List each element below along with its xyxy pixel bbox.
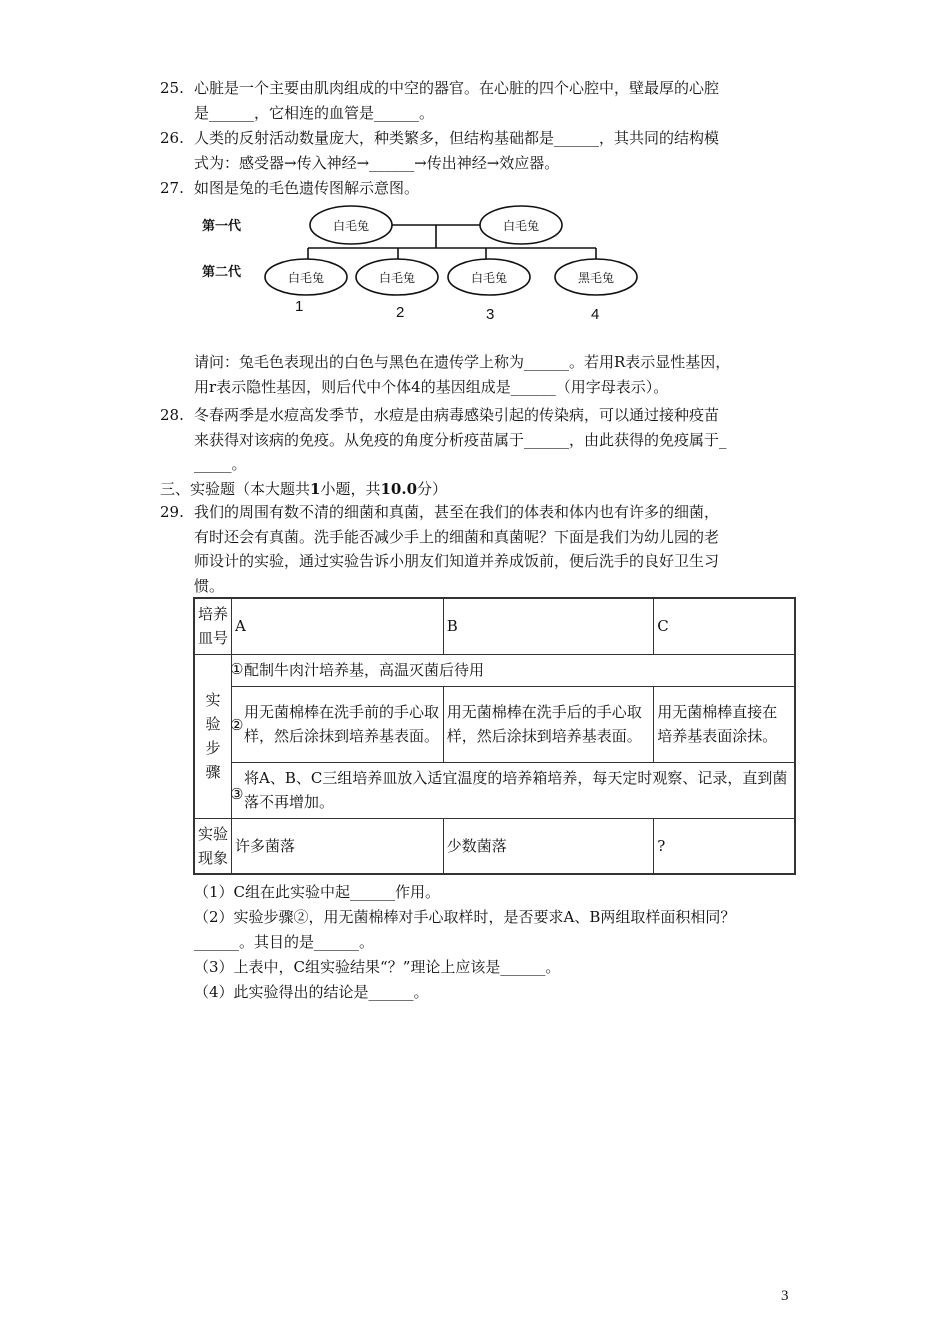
- offspring-number: 3: [486, 306, 495, 323]
- question-text: _____。: [194, 455, 247, 473]
- question-text: 我们的周围有数不清的细菌和真菌，甚至在我们的体表和体内也有许多的细菌，: [194, 503, 720, 521]
- step-2-marker: ②: [230, 716, 244, 734]
- step-2-a: 用无菌棉棒在洗手前的手心取样，然后涂抹到培养基表面。: [232, 686, 444, 762]
- question-text: 有时还会有真菌。洗手能否减少手上的细菌和真菌呢？下面是我们为幼儿园的老: [194, 527, 720, 546]
- section-score: 10.0: [380, 480, 418, 498]
- page-number: 3: [781, 1288, 789, 1304]
- generation-2-label: 第二代: [202, 265, 242, 280]
- step-2-b: 用无菌棉棒在洗手后的手心取样，然后涂抹到培养基表面。: [443, 686, 654, 762]
- question-number: 28.: [160, 406, 184, 424]
- offspring-label: 白毛兔: [287, 271, 324, 285]
- offspring-label: 白毛兔: [378, 271, 415, 285]
- question-text: 用r表示隐性基因，则后代中个体4的基因组成是______（用字母表示）。: [194, 377, 669, 396]
- step-3-marker: ③: [230, 785, 244, 803]
- experiment-table: [193, 597, 796, 875]
- question-text: 师设计的实验，通过实验告诉小朋友们知道并养成饭前，便后洗手的良好卫生习: [194, 552, 720, 570]
- header-b: B: [443, 598, 654, 654]
- result-b: 少数菌落: [443, 818, 654, 874]
- step-3: 将A、B、C三组培养皿放入适宜温度的培养箱培养，每天定时观察、记录，直到菌落不再增加。: [232, 762, 795, 818]
- subquestion: （1）C组在此实验中起______作用。: [194, 883, 441, 901]
- question-number: 26.: [160, 129, 184, 147]
- question-number: 25.: [160, 79, 184, 97]
- table-row: [194, 818, 795, 874]
- generation-1-label: 第一代: [202, 219, 242, 234]
- question-number: 27.: [160, 179, 184, 197]
- table-row: [194, 654, 795, 686]
- header-c: C: [654, 598, 795, 654]
- header-a: A: [232, 598, 444, 654]
- section-heading: 三、实验题（本大题共1小题，共10.0分）: [160, 480, 448, 498]
- table-row: [194, 686, 795, 762]
- subquestion: ______。其目的是______。: [194, 933, 375, 951]
- question-text: 人类的反射活动数量庞大，种类繁多，但结构基础都是______，其共同的结构模: [194, 129, 720, 147]
- result-label: 实验 现象: [194, 818, 232, 874]
- question-number: 29.: [160, 503, 184, 521]
- question-text: 冬春两季是水痘高发季节，水痘是由病毒感染引起的传染病，可以通过接种疫苗: [194, 406, 720, 424]
- inheritance-diagram: [196, 198, 676, 328]
- result-a: 许多菌落: [232, 818, 444, 874]
- diagram-lines: [196, 198, 676, 328]
- steps-label: 实 验 步 骤: [194, 654, 232, 818]
- subquestion: （3）上表中，C组实验结果“？”理论上应该是______。: [194, 958, 561, 976]
- step-2-c: 用无菌棉棒直接在培养基表面涂抹。: [654, 686, 795, 762]
- parent-label: 白毛兔: [332, 219, 369, 233]
- offspring-label: 白毛兔: [470, 271, 507, 285]
- offspring-number: 1: [295, 298, 304, 315]
- subquestion: （4）此实验得出的结论是______。: [194, 983, 429, 1001]
- question-text: 来获得对该病的免疫。从免疫的角度分析疫苗属于______，由此获得的免疫属于_: [194, 430, 727, 449]
- question-text: 惯。: [194, 576, 225, 595]
- result-c: ?: [654, 818, 795, 874]
- table-row: [194, 598, 795, 654]
- dish-header: 培养 皿号: [194, 598, 232, 654]
- question-text: 请问：兔毛色表现出的白色与黑色在遗传学上称为______。若用R表示显性基因，: [194, 353, 731, 371]
- offspring-number: 4: [591, 306, 600, 323]
- table-row: [194, 762, 795, 818]
- question-text: 式为：感受器→传入神经→______→传出神经→效应器。: [194, 153, 560, 172]
- question-text: 是______，它相连的血管是______。: [194, 103, 435, 122]
- step-1-marker: ①: [230, 660, 244, 678]
- subquestion: （2）实验步骤②，用无菌棉棒对手心取样时，是否要求A、B两组取样面积相同？: [194, 908, 736, 926]
- parent-label: 白毛兔: [502, 219, 539, 233]
- offspring-number: 2: [396, 304, 405, 321]
- step-1: 配制牛肉汁培养基，高温灭菌后待用: [232, 654, 795, 686]
- question-text: 心脏是一个主要由肌肉组成的中空的器官。在心脏的四个心腔中，壁最厚的心腔: [194, 79, 720, 97]
- section-count: 1: [310, 480, 321, 498]
- offspring-label: 黑毛兔: [577, 271, 614, 285]
- question-text: 如图是兔的毛色遗传图解示意图。: [194, 179, 420, 197]
